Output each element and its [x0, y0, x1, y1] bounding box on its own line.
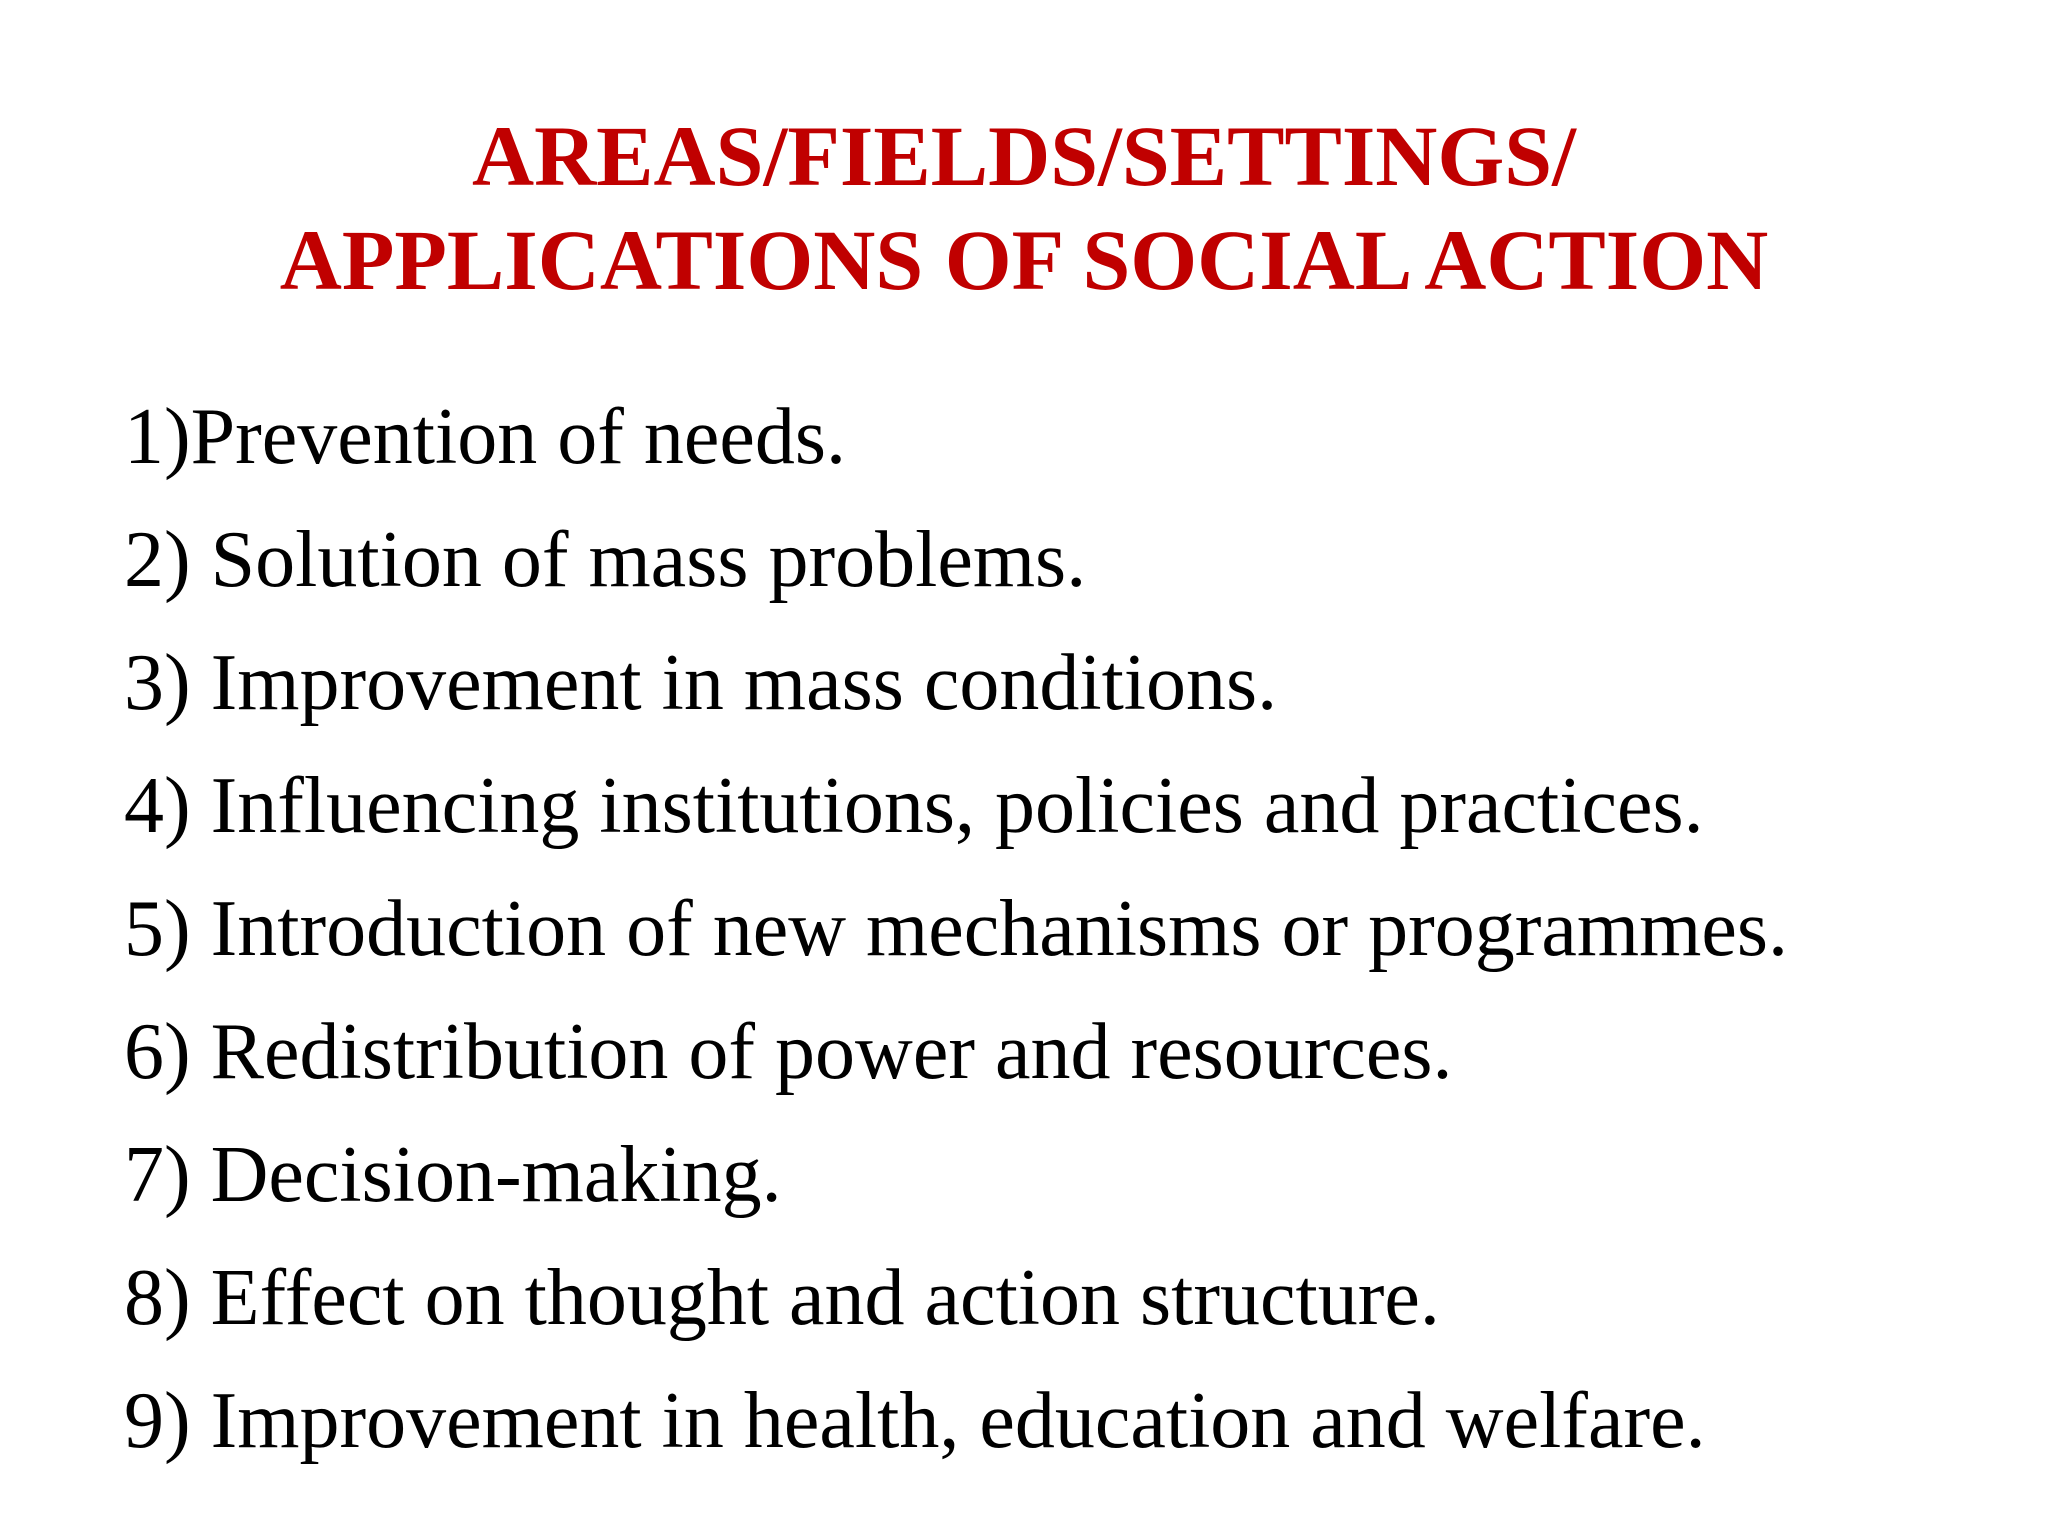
- list-item: 7) Decision-making.: [124, 1131, 782, 1219]
- slide-title: [0, 104, 2048, 312]
- title-line-1: AREAS/FIELDS/SETTINGS/: [471, 108, 1577, 204]
- application-list: [124, 376, 2004, 1483]
- list-item: 3) Improvement in mass conditions.: [124, 639, 1278, 727]
- list-item: 2) Solution of mass problems.: [124, 516, 1087, 604]
- list-item: 1)Prevention of needs.: [124, 393, 847, 481]
- list-item: 6) Redistribution of power and resources.: [124, 1008, 1453, 1096]
- title-line-2: APPLICATIONS OF SOCIAL ACTION: [279, 212, 1769, 308]
- list-item: 4) Influencing institutions, policies and practices.: [124, 762, 1704, 850]
- list-item: 9) Improvement in health, education and welfare.: [124, 1377, 1706, 1465]
- list-item: 5) Introduction of new mechanisms or programmes.: [124, 885, 1789, 973]
- list-item: 8) Effect on thought and action structure.: [124, 1254, 1440, 1342]
